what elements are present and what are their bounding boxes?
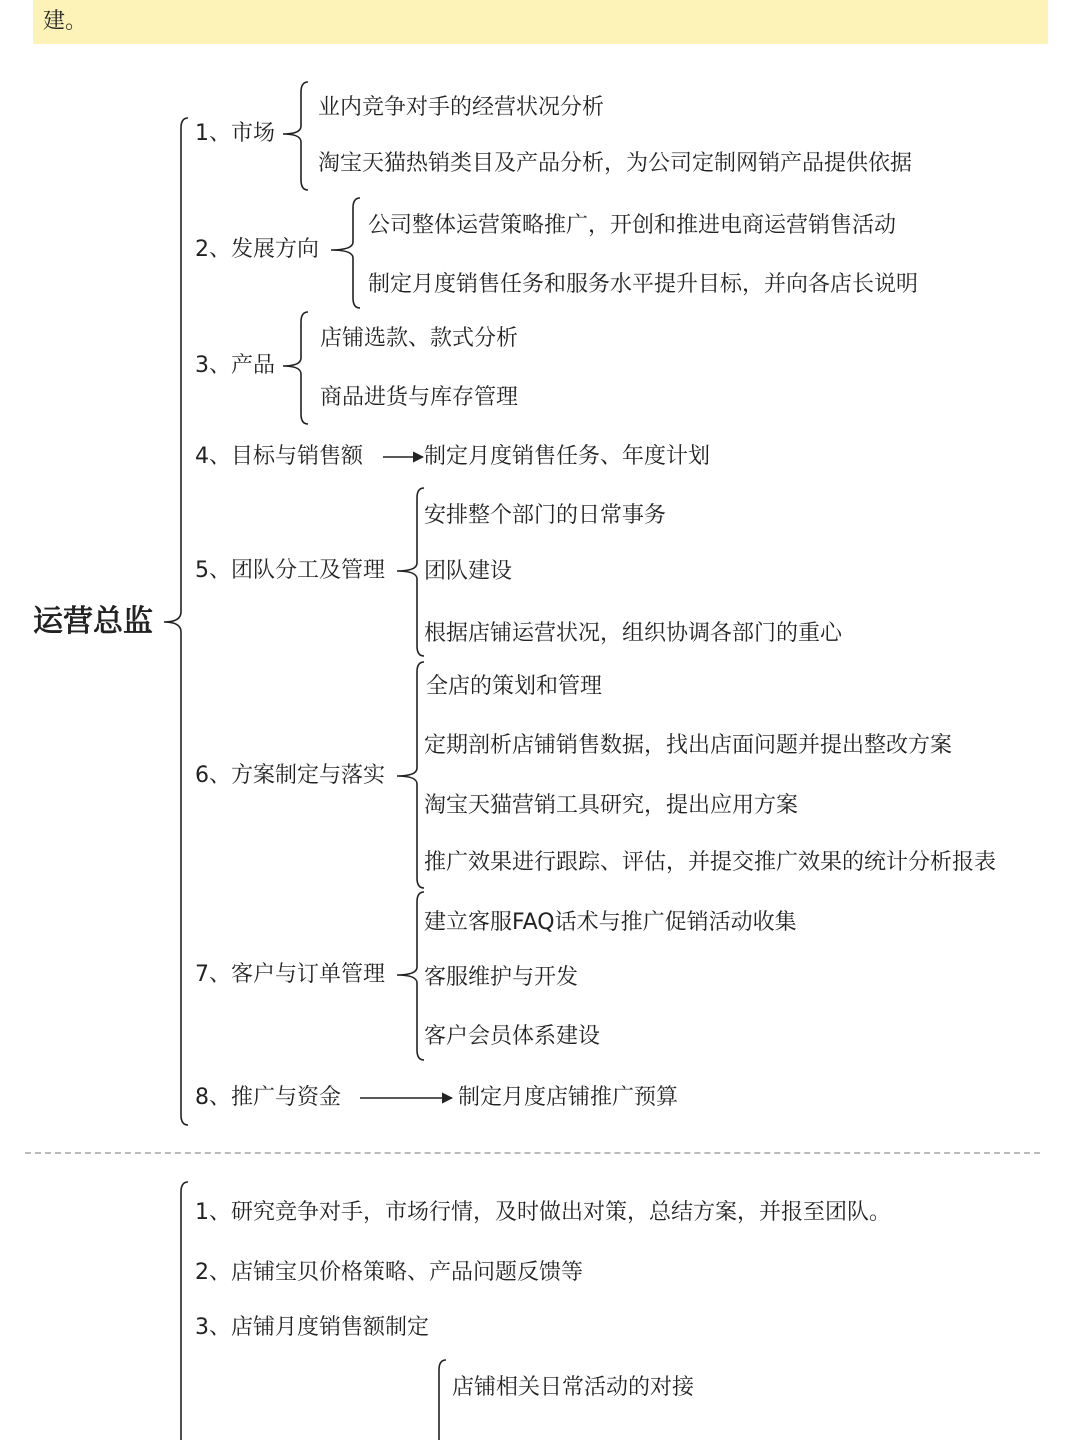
branch-5-item-2: 团队建设 <box>424 559 513 584</box>
branch-6-item-1: 全店的策划和管理 <box>426 674 603 699</box>
brace-7 <box>397 892 424 1060</box>
branch-1-item-1: 业内竞争对手的经营状况分析 <box>318 95 605 120</box>
branch-6-item-4: 推广效果进行跟踪、评估，并提交推广效果的统计分析报表 <box>424 850 997 875</box>
intro-note-text: 建。 <box>43 9 88 34</box>
section2-item-2: 2、店铺宝贝价格策略、产品问题反馈等 <box>195 1260 583 1285</box>
brace-5 <box>397 488 424 656</box>
branch-1-label: 1、市场 <box>195 121 275 146</box>
branch-8-label: 8、推广与资金 <box>195 1085 341 1110</box>
section2-item-3: 3、店铺月度销售额制定 <box>195 1315 429 1340</box>
root-brace <box>164 118 188 1125</box>
branch-3-item-2: 商品进货与库存管理 <box>320 385 519 410</box>
branch-2-label: 2、发展方向 <box>195 237 319 262</box>
branch-6-label: 6、方案制定与落实 <box>195 763 385 788</box>
branch-3-label: 3、产品 <box>195 353 275 378</box>
branch-2-item-1: 公司整体运营策略推广，开创和推进电商运营销售活动 <box>368 213 897 238</box>
brace-1 <box>283 82 308 190</box>
branch-6-item-2: 定期剖析店铺销售数据，找出店面问题并提出整改方案 <box>424 733 953 758</box>
brace-2 <box>331 198 360 308</box>
branch-4-label: 4、目标与销售额 <box>195 444 363 469</box>
brace-3 <box>283 312 308 424</box>
branch-5-item-1: 安排整个部门的日常事务 <box>424 503 667 528</box>
branch-5-label: 5、团队分工及管理 <box>195 558 385 583</box>
branch-7-item-2: 客服维护与开发 <box>424 965 579 990</box>
branch-8-item-1: 制定月度店铺推广预算 <box>458 1085 679 1110</box>
root-node: 运营总监 <box>33 604 153 639</box>
brace-6 <box>397 662 424 888</box>
branch-7-item-1: 建立客服FAQ话术与推广促销活动收集 <box>424 910 797 935</box>
section2-brace <box>181 1182 188 1440</box>
branch-4-item-1: 制定月度销售任务、年度计划 <box>424 444 711 469</box>
branch-7-item-3: 客户会员体系建设 <box>424 1024 601 1049</box>
branch-7-label: 7、客户与订单管理 <box>195 962 385 987</box>
section-divider <box>25 1152 1040 1154</box>
section2-sub-item-1: 店铺相关日常活动的对接 <box>452 1375 695 1400</box>
branch-2-item-2: 制定月度销售任务和服务水平提升目标，并向各店长说明 <box>368 272 919 297</box>
branch-1-item-2: 淘宝天猫热销类目及产品分析，为公司定制网销产品提供依据 <box>318 151 913 176</box>
branch-5-item-3: 根据店铺运营状况，组织协调各部门的重心 <box>424 621 843 646</box>
branch-6-item-3: 淘宝天猫营销工具研究，提出应用方案 <box>424 793 799 818</box>
branch-3-item-1: 店铺选款、款式分析 <box>320 326 519 351</box>
section2-sub-brace <box>439 1360 446 1440</box>
section2-item-1: 1、研究竞争对手，市场行情，及时做出对策，总结方案，并报至团队。 <box>195 1200 891 1225</box>
